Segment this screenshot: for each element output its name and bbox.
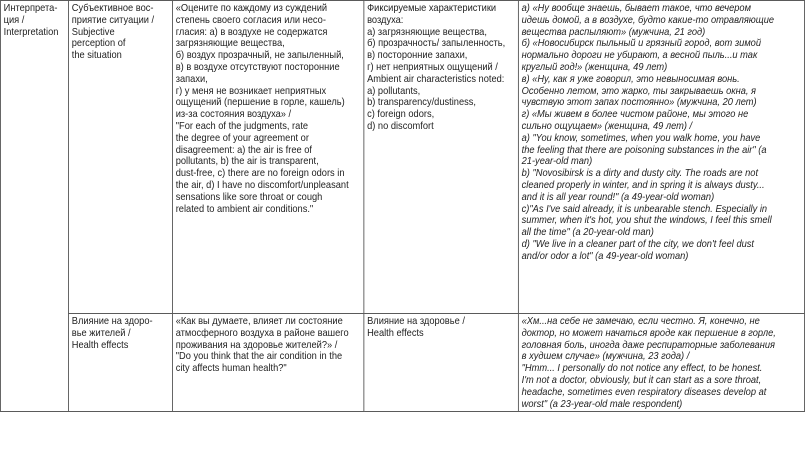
quotes-cell: а) «Ну вообще знаешь, бывает такое, что вечером идешь домой, а в воздухе, будто какие-то отравляющие вещества распыляют» (мужчина, 21 год) б) «Новосибирск пыльный и грязный город, вот зимой нормально дороги не убирают, а весной пыль...и так круглый год!» (женщина, 49 лет) в) «Ну, как я уже говорил, это невыносимая вонь. Особенно летом, это жарко, ты закрываешь окна, я чувствую этот запах постоянно» (мужчина, 20 лет) г) «Мы живем в более чистом районе, мы этого не сильно ощущаем» (женщина, 49 лет) / a) "You know, sometimes, when you walk home, you have the feeling that there are poisoning substances in the air" (a 21-year-old man) b) "Novosibirsk is a dirty and dusty city. The roads are not cleaned properly in winter, and in spring it is always dusty... and it is all year round!" (a 49-year-old woman) c)"As I've said already, it is unbearable stench. Especially in summer, when it's hot, you shut the windows, I feel this smell all the time" (a 20-year-old man) d) "We live in a cleaner part of the city, we don't feel dust and/or odor a lot" (a 49-year-old woman): [518, 1, 804, 314]
characteristics-cell: Влияние на здоровье / Health effects: [364, 314, 519, 412]
quotes-cell: «Хм...на себе не замечаю, если честно. Я, конечно, не доктор, но может начаться вроде как першение в горле, головная боль, иногда даже респираторные заболевания в худшем случае» (мужчина, 23 года) / "Hmm... I personally do not notice any effect, to be honest. I'm not a doctor, obviously, but it can start as a sore throat, headache, sometimes even respiratory diseases develop at worst" (a 23-year-old male respondent): [518, 314, 804, 412]
subcategory-cell: Влияние на здоро- вье жителей / Health effects: [69, 314, 173, 412]
characteristics-cell: Фиксируемые характеристики воздуха: а) загрязняющие вещества, б) прозрачность/ запыленность, в) посторонние запахи, г) нет неприятных ощущений / Ambient air characteristics noted: a) pollutants, b) transparency/dustiness, c) foreign odors, d) no discomfort: [364, 1, 519, 314]
table-row: [0, 1, 804, 314]
question-cell: «Как вы думаете, влияет ли состояние атмосферного воздуха в районе вашего проживания на здоровье жителей?» / "Do you think that the air condition in the city affects human health?": [173, 314, 364, 412]
subcategory-cell: Субъективное вос- приятие ситуации / Subjective perception of the situation: [69, 1, 173, 314]
category-cell: Интерпрета- ция / Interpretation: [0, 1, 68, 412]
table-row: [0, 314, 804, 412]
question-cell: «Оцените по каждому из суждений степень своего согласия или несо- гласия: а) в воздухе не содержатся загрязняющие вещества, б) воздух прозрачный, не запыленный, в) в воздухе отсутствуют посторонние запахи, г) у меня не возникает неприятных ощущений (першение в горле, кашель) из-за состояния воздуха» / "For each of the judgments, rate the degree of your agreement or disagreement: a) the air is free of pollutants, b) the air is transparent, dust-free, c) there are no foreign odors in the air, d) I have no discomfort/unpleasant sensations like sore throat or cough related to ambient air conditions.": [173, 1, 364, 314]
